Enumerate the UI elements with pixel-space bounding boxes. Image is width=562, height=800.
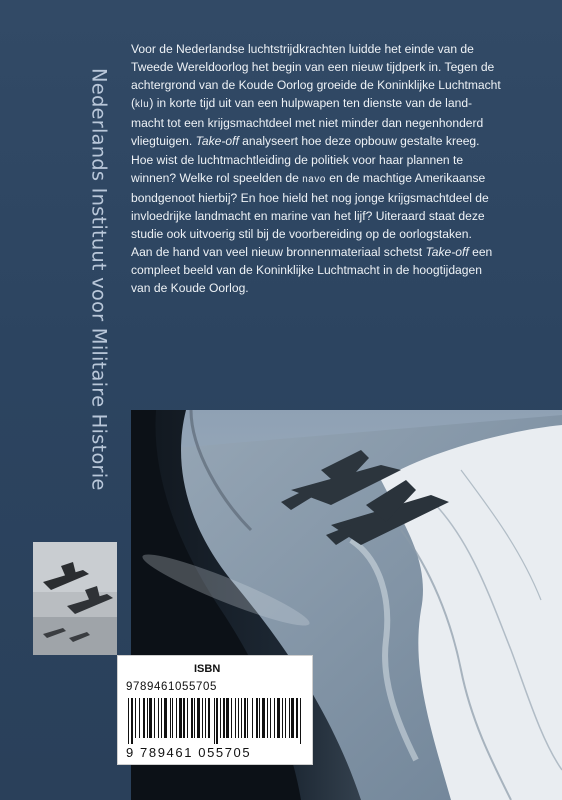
blurb-line: Voor de Nederlandse luchtstrijdkrachten luidde het einde van de (131, 42, 474, 56)
barcode-bar (252, 698, 253, 738)
barcode-bar (259, 698, 260, 738)
blurb-fragment: ( (131, 96, 136, 111)
publisher-vertical-title (84, 44, 114, 514)
barcode-bar (149, 698, 152, 738)
blurb-fragment: een (468, 245, 493, 260)
barcode-bar (270, 698, 271, 738)
barcode-bar (176, 698, 177, 738)
isbn-number-bottom: 9 789461 055705 (126, 745, 252, 760)
barcode-bar (183, 698, 185, 738)
vintage-jets-photo (33, 542, 117, 655)
barcode-bar (231, 698, 232, 738)
blurb-line: compleet beeld van de Koninklijke Luchtmacht in de hoogtijdagen (131, 263, 482, 278)
blurb-line: Uiteraard staat deze (375, 208, 485, 223)
barcode-bar (208, 698, 210, 738)
barcode-bar (244, 698, 246, 738)
barcode-bar (216, 698, 218, 744)
blurb-line: Tweede Wereldoorlog het begin van een nieuw tijdperk in. Tegen de (131, 60, 495, 75)
barcode-bar (161, 698, 162, 738)
barcode-bar (214, 698, 215, 744)
book-title-italic: Take-off (425, 245, 469, 260)
blurb-line: van de Koude Oorlog. (131, 281, 249, 296)
barcode-bar (247, 698, 248, 738)
barcode-bar (282, 698, 283, 738)
barcode-bar (285, 698, 286, 738)
blurb-line: macht tot een krijgsmachtdeel met niet minder dan negenhonderd (131, 116, 484, 131)
barcode-bar (164, 698, 167, 738)
barcode-bar (256, 698, 258, 738)
barcode-bar (241, 698, 242, 738)
publisher-name: Nederlands Instituut voor Militaire Historie (87, 67, 111, 491)
barcode-bar (139, 698, 140, 738)
barcode-bar (202, 698, 203, 738)
blurb-line: bondgenoot hierbij? (131, 190, 238, 205)
barcode-bar (154, 698, 155, 738)
blurb-line: Hoe wist de luchtmachtleiding de politiek voor haar plannen te (131, 152, 464, 167)
barcode-bar (277, 698, 280, 738)
blurb-line: vliegtuigen. (131, 134, 193, 149)
barcode-bar (128, 698, 129, 744)
blurb-line: studie ook uitvoerig stil bij de voorbereiding op de oorlogstaken. (131, 226, 472, 241)
barcode-bar (226, 698, 229, 738)
abbreviation-navo: navo (302, 173, 326, 185)
barcode-bar (267, 698, 268, 738)
vintage-aircraft-image (33, 542, 117, 655)
barcode-bar (238, 698, 239, 738)
barcode-bar (172, 698, 173, 738)
barcode-bar (300, 698, 301, 744)
blurb-fragment: Aan de hand van veel nieuw bronnenmateriaal schetst (131, 245, 426, 260)
barcode-bar (158, 698, 159, 738)
blurb-line: invloedrijke landmacht en marine van het lijf? (131, 208, 373, 223)
barcode-bar (170, 698, 171, 738)
barcode-bar (262, 698, 265, 738)
blurb-text (131, 40, 551, 297)
isbn-number-top: 9789461055705 (126, 681, 217, 693)
barcode-bar (274, 698, 275, 738)
blurb-line: winnen? (131, 170, 177, 185)
blurb-line: En hoe hield het nog jonge krijgsmachtdeel de (240, 190, 489, 205)
blurb-line: achtergrond van de Koude Oorlog groeide de Koninklijke Luchtmacht (131, 78, 501, 93)
barcode-bar (291, 698, 294, 738)
barcode-bar (220, 698, 221, 738)
barcode-bar (191, 698, 193, 738)
barcode-bar (187, 698, 188, 738)
barcode-bar (205, 698, 206, 738)
barcode-bar (143, 698, 145, 738)
blurb-fragment: ) in korte tijd uit van een hulpwapen ten dienste van de land- (149, 96, 473, 111)
blurb-fragment: Welke rol speelden de (179, 170, 303, 185)
abbreviation-klu: klu (135, 99, 150, 111)
isbn-label: ISBN (194, 663, 221, 675)
barcode-bar (289, 698, 290, 738)
barcode-bar (135, 698, 136, 738)
isbn-barcode-sticker (117, 655, 313, 765)
barcode-bar (147, 698, 148, 738)
blurb-fragment: analyseert hoe deze opbouw gestalte kreeg. (238, 134, 480, 149)
barcode-bar (131, 698, 133, 744)
blurb-fragment: en de machtige Amerikaanse (325, 170, 486, 185)
barcode-bar (179, 698, 182, 738)
book-title-italic: Take-off (195, 134, 239, 149)
barcode-bar (197, 698, 200, 738)
barcode-bar (194, 698, 195, 738)
barcode-bar (223, 698, 225, 738)
barcode-bar (296, 698, 298, 738)
barcode-bars (126, 698, 306, 744)
barcode-bar (235, 698, 236, 738)
